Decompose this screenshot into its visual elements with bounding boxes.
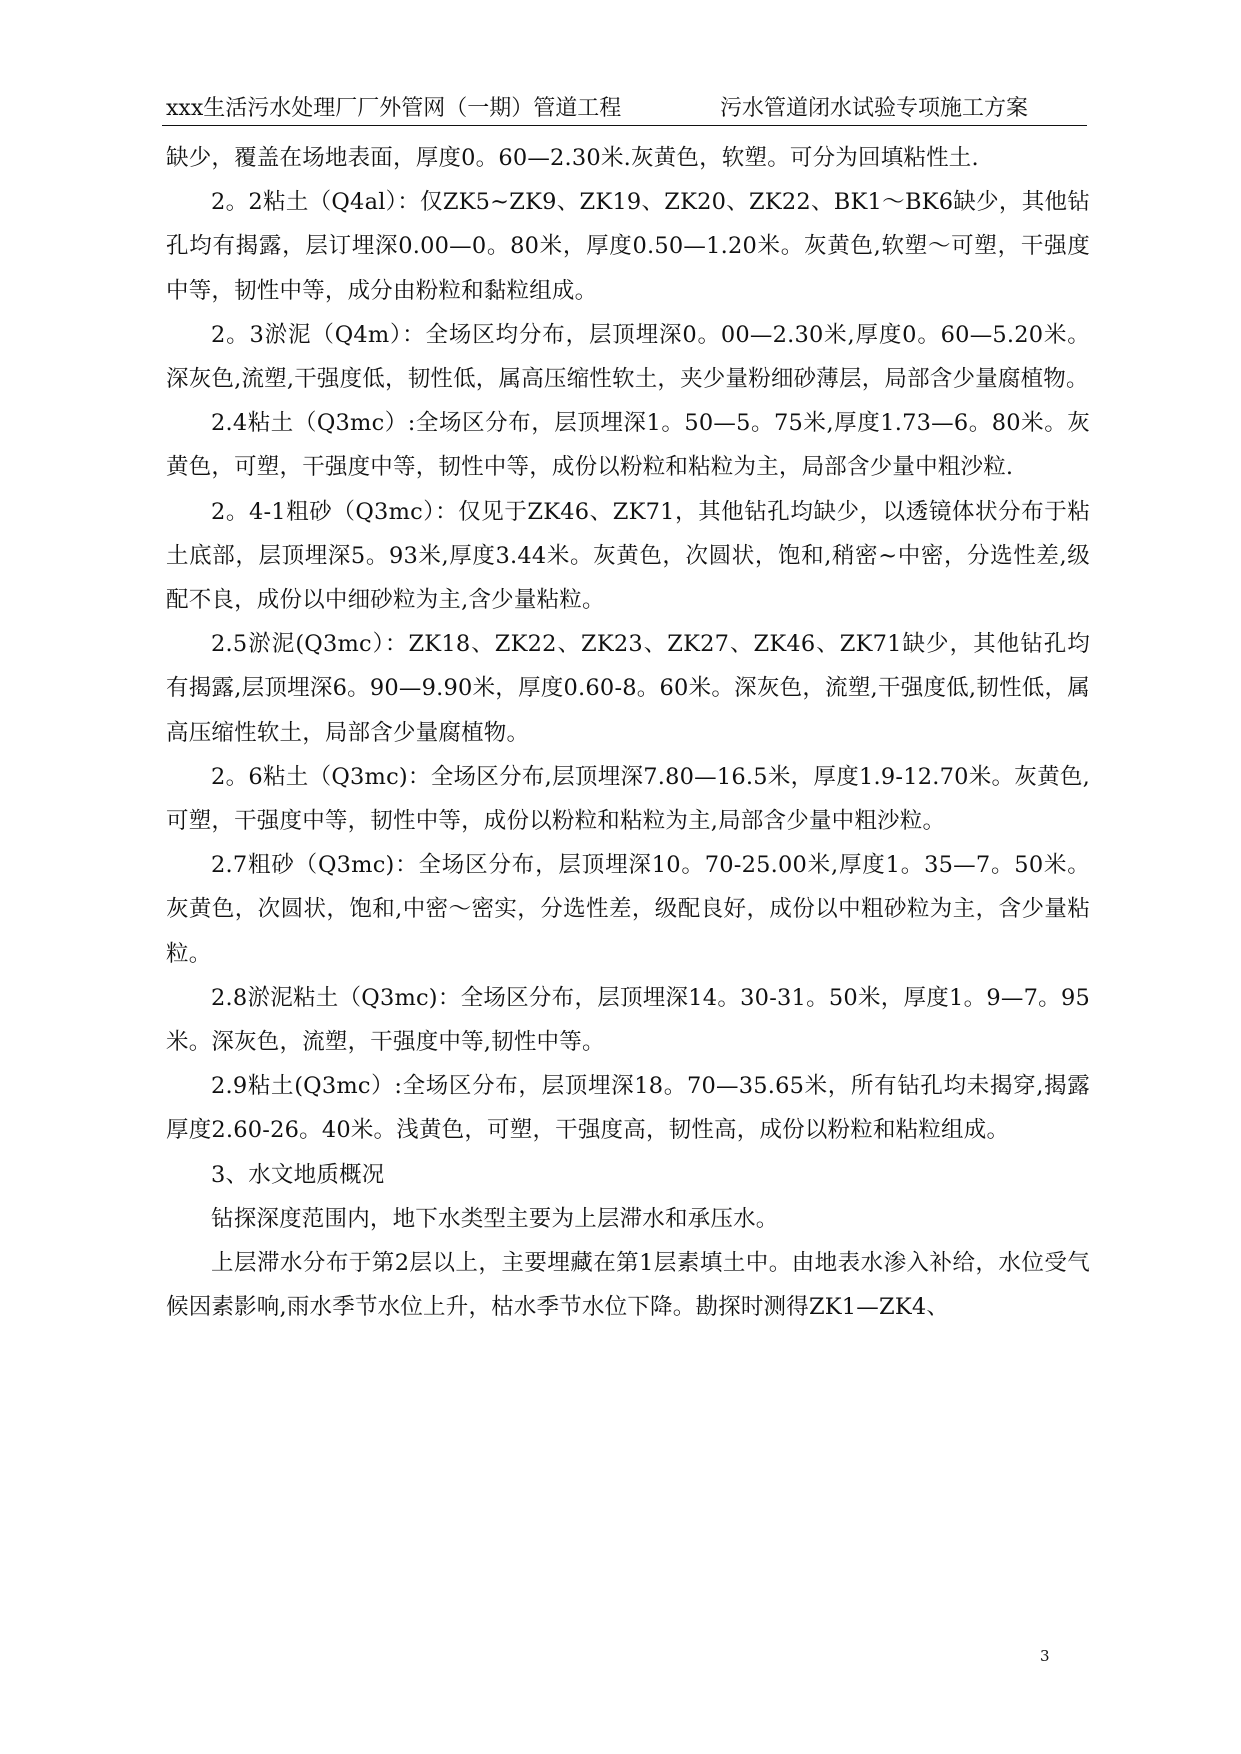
paragraph-coarse-sand-2-4-1: 2。4-1粗砂（Q3mc）：仅见于ZK46、ZK71，其他钻孔均缺少，以透镜体状分布于粘土底部，层顶埋深5。93米,厚度3.44米。灰黄色，次圆状，饱和,稍密~中密，分选性差,级配不良，成份以中细砂粒为主,含少量粘粒。 xyxy=(166,498,1090,614)
paragraph-continuation: 缺少，覆盖在场地表面，厚度0。60—2.30米.灰黄色，软塑。可分为回填粘性土. xyxy=(166,145,979,171)
paragraph-clay-2-9: 2.9粘土(Q3mc）:全场区分布，层顶埋深18。70—35.65米，所有钻孔均未揭穿,揭露厚度2.60-26。40米。浅黄色，可塑，干强度高，韧性高，成份以粉粒和粘粒组成。 xyxy=(166,1073,1090,1144)
page-number: 3 xyxy=(1040,1647,1050,1665)
header-project-title: xxx生活污水处理厂厂外管网（一期）管道工程 xyxy=(166,96,622,121)
section-heading-hydrogeology: 3、水文地质概况 xyxy=(211,1161,385,1188)
paragraph-clay-2-6: 2。6粘土（Q3mc)：全场区分布,层顶埋深7.80—16.5米，厚度1.9-12.70米。灰黄色,可塑，干强度中等，韧性中等，成份以粉粒和粘粒为主,局部含少量中粗沙粒。 xyxy=(166,763,1090,835)
document-body xyxy=(166,136,1090,1329)
header-document-title: 污水管道闭水试验专项施工方案 xyxy=(720,96,1029,121)
header-divider xyxy=(162,125,1087,126)
paragraph-clay-2-2: 2。2粘土（Q4al）：仅ZK5~ZK9、ZK19、ZK20、ZK22、BK1～BK6缺少，其他钻孔均有揭露，层订埋深0.00—0。80米，厚度0.50—1.20米。灰黄色,软塑～可塑，干强度中等，韧性中等，成分由粉粒和黏粒组成。 xyxy=(166,189,1090,304)
paragraph-silt-2-5: 2.5淤泥(Q3mc）：ZK18、ZK22、ZK23、ZK27、ZK46、ZK71缺少，其他钻孔均有揭露,层顶埋深6。90—9.90米，厚度0.60-8。60米。深灰色，流塑,干强度低,韧性低，属高压缩性软土，局部含少量腐植物。 xyxy=(166,631,1090,746)
paragraph-perched-water: 上层滞水分布于第2层以上，主要埋藏在第1层素填土中。由地表水渗入补给，水位受气候因素影响,雨水季节水位上升，枯水季节水位下降。勘探时测得ZK1—ZK4、 xyxy=(166,1250,1090,1321)
paragraph-clay-2-4: 2.4粘土（Q3mc）:全场区分布，层顶埋深1。50—5。75米,厚度1.73—6。80米。灰黄色，可塑，干强度中等，韧性中等，成份以粉粒和粘粒为主，局部含少量中粗沙粒. xyxy=(166,410,1090,481)
paragraph-groundwater-types: 钻探深度范围内，地下水类型主要为上层滞水和承压水。 xyxy=(211,1205,779,1232)
paragraph-coarse-sand-2-7: 2.7粗砂（Q3mc)：全场区分布，层顶埋深10。70-25.00米,厚度1。35—7。50米。灰黄色，次圆状，饱和,中密～密实，分选性差，级配良好，成份以中粗砂粒为主，含少量粘粒。 xyxy=(166,852,1090,967)
paragraph-silt-2-3: 2。3淤泥（Q4m）：全场区均分布，层顶埋深0。00—2.30米,厚度0。60—5.20米。深灰色,流塑,干强度低，韧性低，属高压缩性软土，夹少量粉细砂薄层，局部含少量腐植物。 xyxy=(166,321,1090,393)
page-header xyxy=(162,92,1087,126)
paragraph-silty-clay-2-8: 2.8淤泥粘土（Q3mc)：全场区分布，层顶埋深14。30-31。50米，厚度1。9—7。95米。深灰色，流塑，干强度中等,韧性中等。 xyxy=(166,984,1090,1056)
